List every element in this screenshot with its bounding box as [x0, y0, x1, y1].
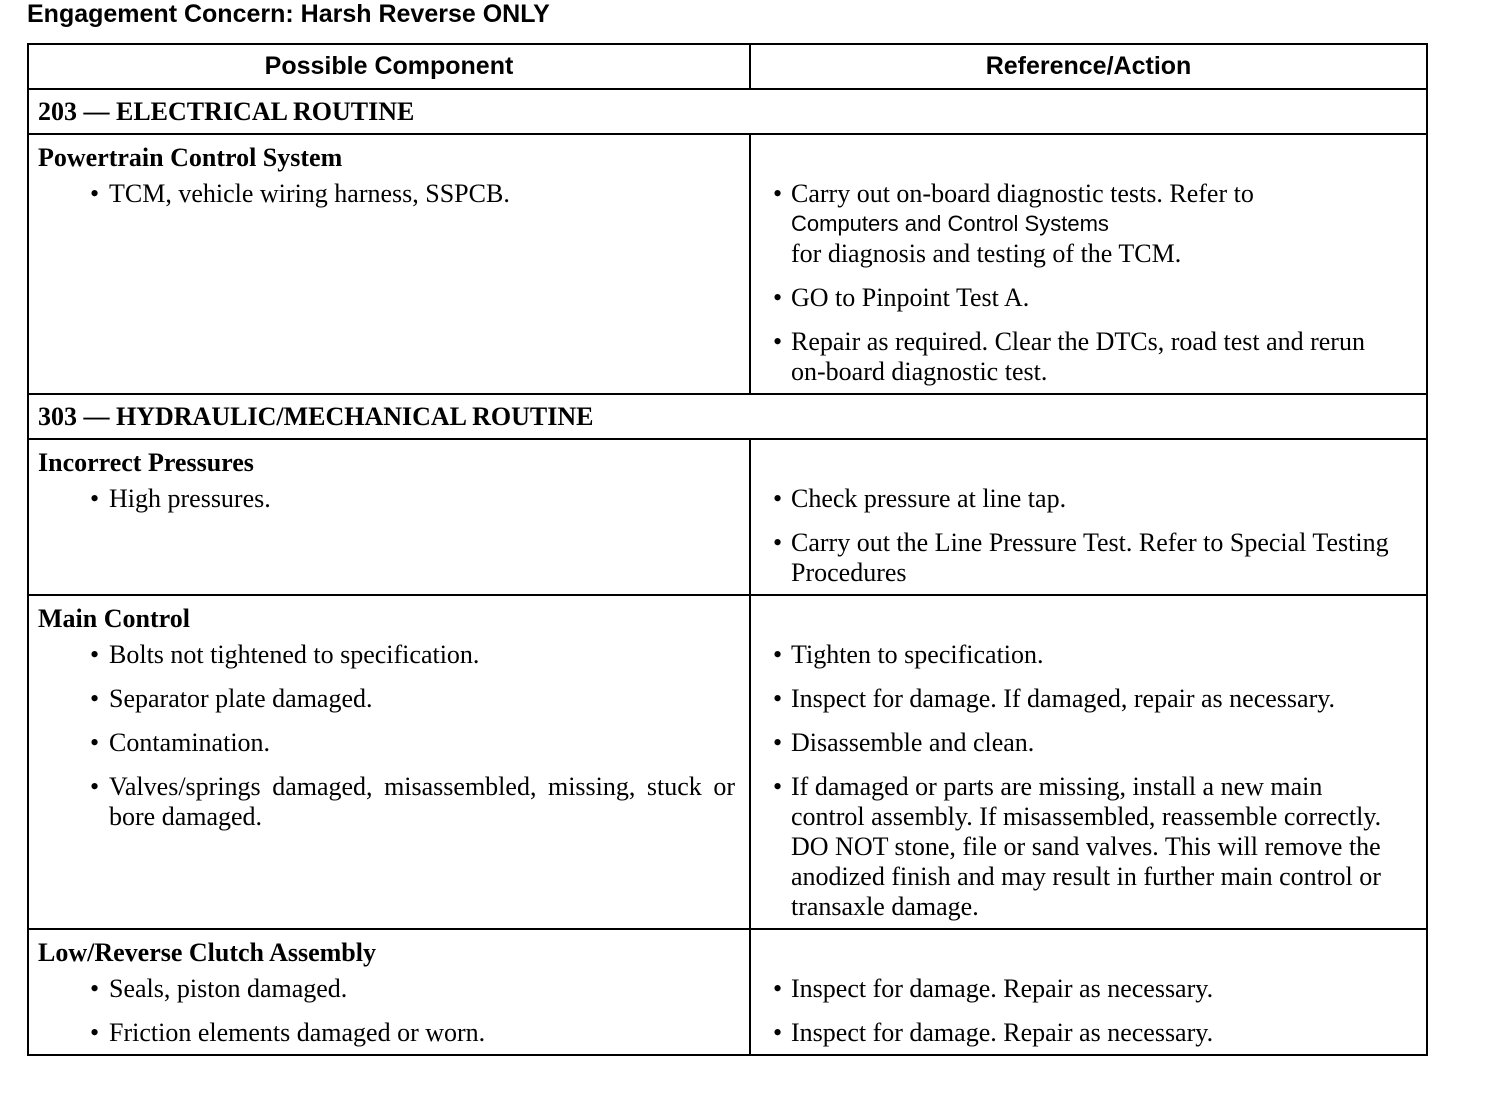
list-item — [760, 1018, 1412, 1048]
table-row — [28, 929, 1427, 1055]
component-group-title: Low/Reverse Clutch Assembly — [38, 938, 376, 967]
component-group-title: Main Control — [38, 604, 190, 633]
list-item — [38, 684, 735, 714]
action-cell — [750, 929, 1427, 1055]
bullet-icon: • — [773, 684, 783, 713]
action-list — [760, 179, 1412, 387]
table-row — [28, 134, 1427, 394]
action-text: for diagnosis and testing of the TCM. — [791, 239, 1182, 268]
list-item — [760, 179, 1412, 269]
section-row — [28, 394, 1427, 439]
reference-link[interactable]: Computers and Control Systems — [791, 211, 1109, 236]
bullet-icon: • — [90, 1018, 100, 1047]
bullet-icon: • — [773, 283, 783, 312]
list-item — [38, 1018, 735, 1048]
action-text: Disassemble and clean. — [791, 728, 1035, 757]
bullet-icon: • — [90, 974, 100, 1003]
section-row — [28, 89, 1427, 134]
page-title: Engagement Concern: Harsh Reverse ONLY — [27, 0, 550, 28]
component-list — [38, 974, 735, 1048]
bullet-icon: • — [90, 484, 100, 513]
action-text: Check pressure at line tap. — [791, 484, 1067, 513]
diagnosis-table-container — [27, 43, 1426, 1056]
component-text: Valves/springs damaged, misassembled, missing, stuck or bore damaged. — [109, 772, 735, 831]
list-item — [760, 327, 1412, 387]
action-cell — [750, 439, 1427, 595]
component-cell — [28, 439, 750, 595]
bullet-icon: • — [90, 179, 100, 208]
action-text: Inspect for damage. Repair as necessary. — [791, 1018, 1214, 1047]
table-row — [28, 439, 1427, 595]
action-text: Inspect for damage. Repair as necessary. — [791, 974, 1214, 1003]
component-text: High pressures. — [109, 484, 271, 513]
list-item — [760, 684, 1412, 714]
action-cell — [750, 134, 1427, 394]
list-item — [38, 974, 735, 1004]
component-text: Seals, piston damaged. — [109, 974, 348, 1003]
component-list — [38, 484, 735, 514]
section-label: 203 — ELECTRICAL ROUTINE — [28, 89, 1427, 134]
list-item — [38, 179, 735, 209]
bullet-icon: • — [90, 728, 100, 757]
component-text: Contamination. — [109, 728, 271, 757]
action-list — [760, 974, 1412, 1048]
action-list — [760, 484, 1412, 588]
bullet-icon: • — [773, 528, 783, 557]
action-text: Carry out the Line Pressure Test. Refer to Special Testing Procedures — [791, 528, 1389, 587]
action-text: If damaged or parts are missing, install a new main control assembly. If misassembled, reassemble correctly. DO NOT stone, file or sand valves. This will remove the anodized finish and may result in further main control or transaxle damage. — [791, 772, 1382, 921]
action-text: Carry out on-board diagnostic tests. Refer to — [791, 179, 1254, 208]
action-text: Inspect for damage. If damaged, repair as necessary. — [791, 684, 1336, 713]
component-text: Bolts not tightened to specification. — [109, 640, 480, 669]
bullet-icon: • — [773, 974, 783, 1003]
list-item — [760, 728, 1412, 758]
bullet-icon: • — [773, 772, 783, 801]
action-text: Repair as required. Clear the DTCs, road test and rerun on-board diagnostic test. — [791, 327, 1365, 386]
action-list — [760, 640, 1412, 922]
component-cell — [28, 929, 750, 1055]
component-cell — [28, 134, 750, 394]
table-header-row — [28, 44, 1427, 89]
list-item — [38, 772, 735, 832]
component-group-title: Incorrect Pressures — [38, 448, 254, 477]
component-cell — [28, 595, 750, 929]
bullet-icon: • — [773, 327, 783, 356]
bullet-icon: • — [773, 484, 783, 513]
header-reference-action: Reference/Action — [750, 44, 1427, 89]
action-text: Tighten to specification. — [791, 640, 1044, 669]
list-item — [760, 974, 1412, 1004]
list-item — [760, 484, 1412, 514]
bullet-icon: • — [90, 684, 100, 713]
list-item — [38, 728, 735, 758]
bullet-icon: • — [773, 640, 783, 669]
component-text: TCM, vehicle wiring harness, SSPCB. — [109, 179, 510, 208]
bullet-icon: • — [90, 772, 100, 801]
table-row — [28, 595, 1427, 929]
diagnosis-table — [27, 43, 1428, 1056]
list-item — [760, 283, 1412, 313]
component-group-title: Powertrain Control System — [38, 143, 343, 172]
bullet-icon: • — [90, 640, 100, 669]
header-possible-component: Possible Component — [28, 44, 750, 89]
bullet-icon: • — [773, 1018, 783, 1047]
bullet-icon: • — [773, 728, 783, 757]
action-cell — [750, 595, 1427, 929]
section-label: 303 — HYDRAULIC/MECHANICAL ROUTINE — [28, 394, 1427, 439]
list-item — [38, 640, 735, 670]
component-text: Separator plate damaged. — [109, 684, 373, 713]
list-item — [760, 772, 1412, 922]
list-item — [760, 528, 1412, 588]
component-list — [38, 640, 735, 832]
list-item — [760, 640, 1412, 670]
component-list — [38, 179, 735, 209]
action-text: GO to Pinpoint Test A. — [791, 283, 1030, 312]
component-text: Friction elements damaged or worn. — [109, 1018, 486, 1047]
list-item — [38, 484, 735, 514]
bullet-icon: • — [773, 179, 783, 208]
